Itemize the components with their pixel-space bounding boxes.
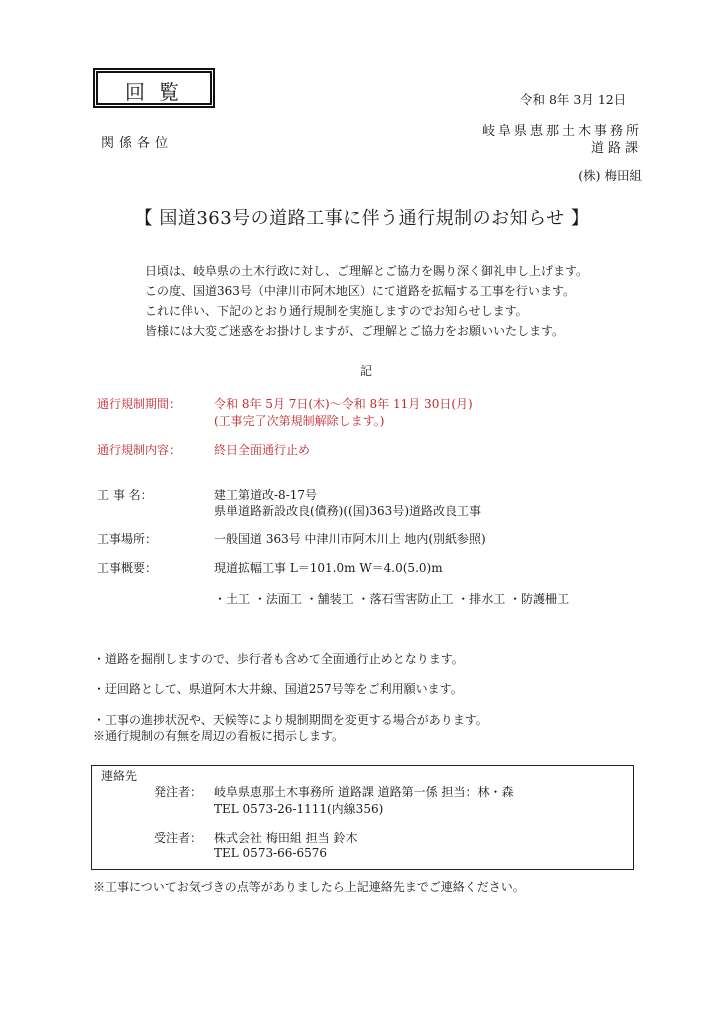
ki-heading: 記 [360,364,373,378]
intro-line: これに伴い、下記のとおり通行規制を実施しますのでお知らせします。 [145,304,528,318]
sender-section: 道路課 [590,141,642,156]
orderer-label: 発注者： [154,785,203,799]
contractor-name: 株式会社 梅田組 担当 鈴木 [214,831,358,845]
intro-line: 日頃は、岐阜県の土木行政に対し、ご理解とご協力を賜り深く御礼申し上げます。 [145,264,589,278]
orderer-tel: TEL 0573-26-1111(内線356) [214,802,384,816]
sender-office: 岐阜県恵那土木事務所 [481,124,642,139]
work-name-value: 建工第道改-8-17号 [214,488,318,502]
contractor-tel: TEL 0573-66-6576 [214,846,328,860]
content-label: 通行規制内容： [97,443,182,457]
work-types: ・土工 ・法面工 ・舗装工 ・落石雪害防止工 ・排水工 ・防護柵工 [214,592,570,606]
period-note: (工事完了次第規制解除します。) [214,414,385,428]
notice-title: 【 国道363号の道路工事に伴う通行規制のお知らせ 】 [134,208,590,229]
work-name-label: 工 事 名： [97,488,153,502]
addressee: 関係各位 [101,136,174,151]
content-value: 終日全面通行止め [214,443,311,457]
period-label: 通行規制期間： [97,397,182,411]
note-line: ・工事の進捗状況や、天候等により規制期間を変更する場合があります。 [93,713,488,727]
note-line: ※通行規制の有無を周辺の看板に掲示します。 [93,729,345,743]
contractor-label: 受注者： [154,831,203,845]
contact-heading: 連絡先 [101,769,138,783]
issue-date: 令和 8年 3月 12日 [520,92,627,107]
intro-line: 皆様には大変ご迷惑をお掛けしますが、ご理解とご協力をお願いいたします。 [145,324,565,338]
sender-company: (株) 梅田組 [578,168,642,183]
work-name-value: 県単道路新設改良(債務)((国)363号)道路改良工事 [214,504,481,518]
work-summary-label: 工事概要： [97,561,158,575]
circulation-label: 回覧 [125,80,193,104]
orderer-name: 岐阜県恵那土木事務所 道路課 道路第一係 担当：林・森 [214,785,514,799]
contact-box [91,765,634,870]
work-summary-value: 現道拡幅工事 L＝101.0m W＝4.0(5.0)m [214,561,443,575]
note-line: ・道路を掘削しますので、歩行者も含めて全面通行止めとなります。 [93,652,464,666]
period-value: 令和 8年 5月 7日(木)～令和 8年 11月 30日(月) [214,397,473,411]
work-site-label: 工事場所： [97,532,158,546]
note-line: ・迂回路として、県道阿木大井線、国道257号等をご利用願います。 [93,682,463,696]
footer-note: ※工事についてお気づきの点等がありましたら上記連絡先までご連絡ください。 [93,880,525,894]
work-site-value: 一般国道 363号 中津川市阿木川上 地内(別紙参照) [214,532,486,546]
circulation-stamp [93,68,215,108]
intro-line: この度、国道363号（中津川市阿木地区）にて道路を拡幅する工事を行います。 [145,284,575,298]
